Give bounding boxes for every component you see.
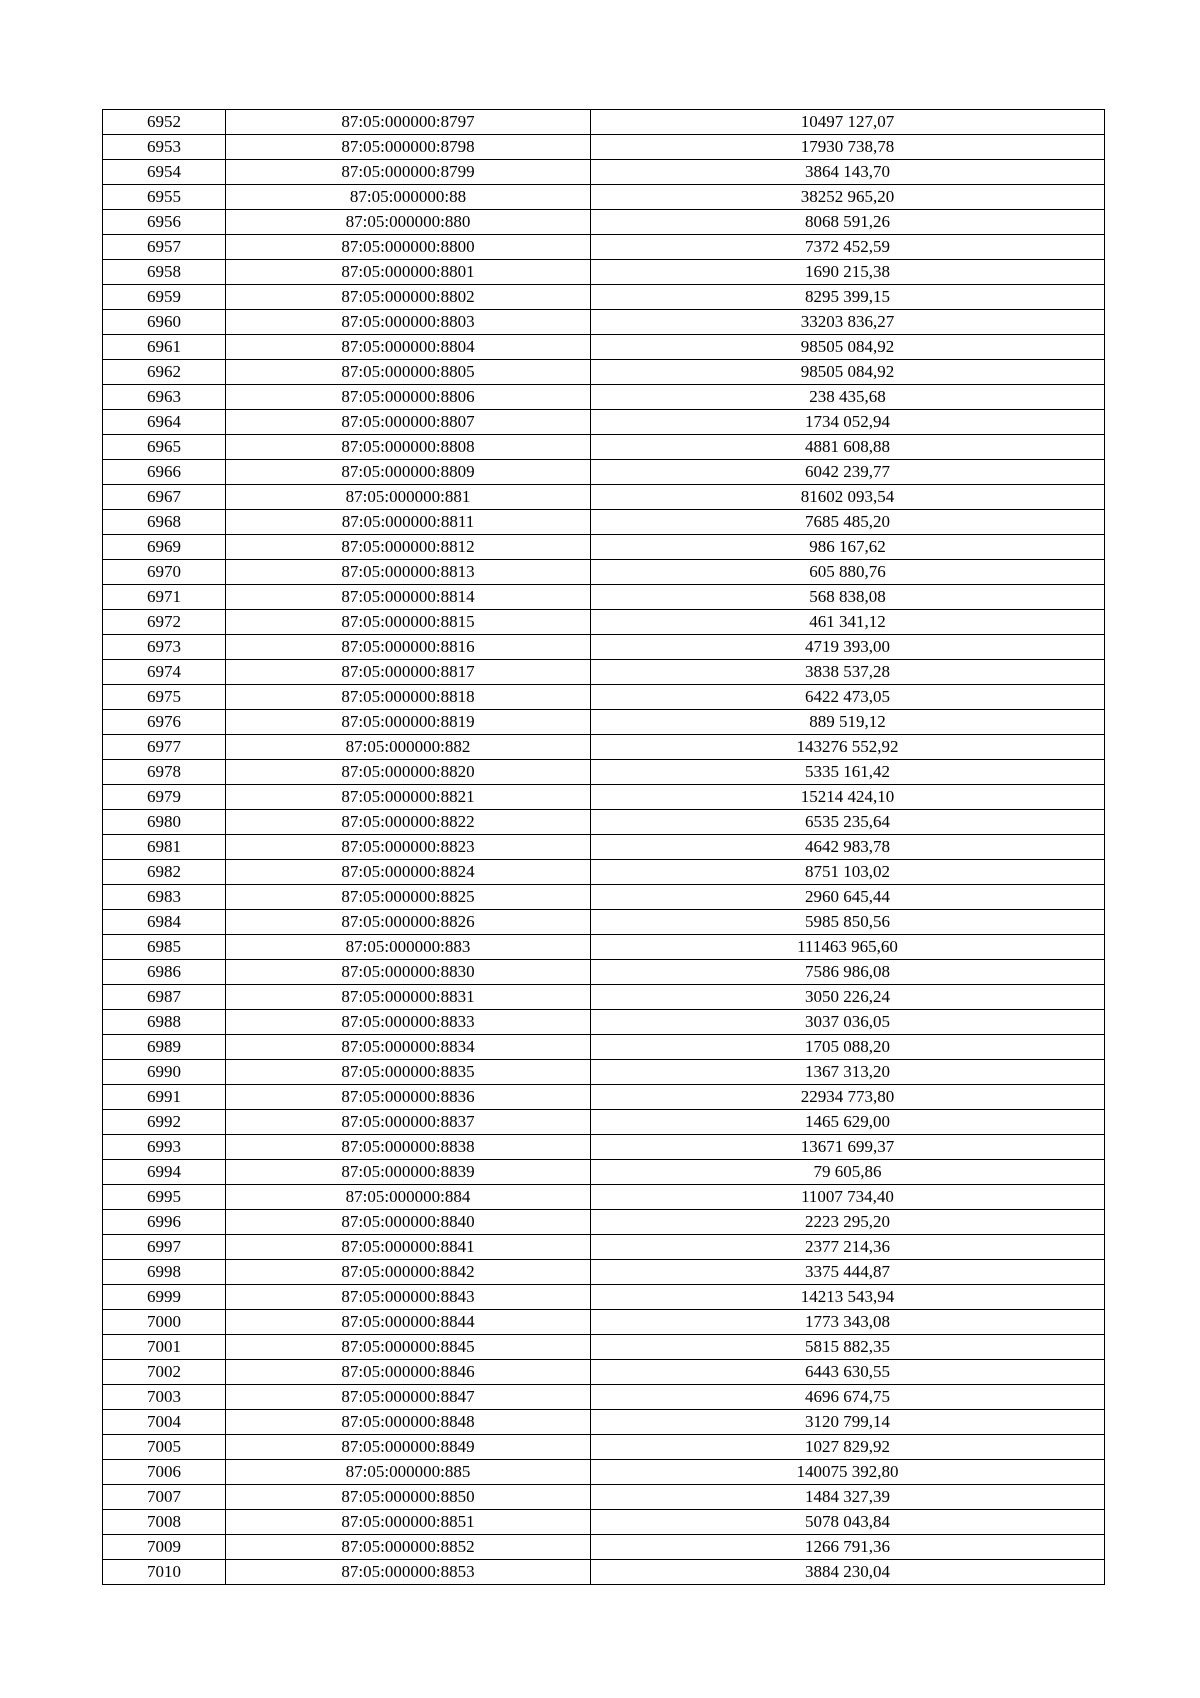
table-row xyxy=(103,1360,1105,1385)
cadastral-number-cell: 87:05:000000:8811 xyxy=(226,510,591,535)
cadastral-number-cell: 87:05:000000:8843 xyxy=(226,1285,591,1310)
cadastral-number-cell: 87:05:000000:8840 xyxy=(226,1210,591,1235)
cadastral-value-cell: 1484 327,39 xyxy=(591,1485,1105,1510)
row-number-cell: 6996 xyxy=(103,1210,226,1235)
row-number-cell: 6991 xyxy=(103,1085,226,1110)
table-row xyxy=(103,810,1105,835)
cadastral-value-cell: 3838 537,28 xyxy=(591,660,1105,685)
cadastral-number-cell: 87:05:000000:8812 xyxy=(226,535,591,560)
cadastral-number-cell: 87:05:000000:8831 xyxy=(226,985,591,1010)
table-row xyxy=(103,885,1105,910)
row-number-cell: 6980 xyxy=(103,810,226,835)
cadastral-value-cell: 7685 485,20 xyxy=(591,510,1105,535)
table-row xyxy=(103,1060,1105,1085)
cadastral-value-cell: 7586 986,08 xyxy=(591,960,1105,985)
cadastral-value-cell: 4696 674,75 xyxy=(591,1385,1105,1410)
cadastral-value-cell: 81602 093,54 xyxy=(591,485,1105,510)
row-number-cell: 7002 xyxy=(103,1360,226,1385)
cadastral-number-cell: 87:05:000000:8805 xyxy=(226,360,591,385)
cadastral-value-cell: 1465 629,00 xyxy=(591,1110,1105,1135)
table-row xyxy=(103,110,1105,135)
cadastral-number-cell: 87:05:000000:8825 xyxy=(226,885,591,910)
table-row xyxy=(103,485,1105,510)
cadastral-number-cell: 87:05:000000:8836 xyxy=(226,1085,591,1110)
table-row xyxy=(103,160,1105,185)
row-number-cell: 6978 xyxy=(103,760,226,785)
cadastral-number-cell: 87:05:000000:884 xyxy=(226,1185,591,1210)
cadastral-number-cell: 87:05:000000:8801 xyxy=(226,260,591,285)
table-row xyxy=(103,935,1105,960)
cadastral-value-cell: 33203 836,27 xyxy=(591,310,1105,335)
table-row xyxy=(103,960,1105,985)
row-number-cell: 6999 xyxy=(103,1285,226,1310)
cadastral-value-cell: 5815 882,35 xyxy=(591,1335,1105,1360)
cadastral-number-cell: 87:05:000000:8833 xyxy=(226,1010,591,1035)
row-number-cell: 6953 xyxy=(103,135,226,160)
row-number-cell: 6975 xyxy=(103,685,226,710)
cadastral-value-cell: 1734 052,94 xyxy=(591,410,1105,435)
table-row xyxy=(103,260,1105,285)
cadastral-value-cell: 3050 226,24 xyxy=(591,985,1105,1010)
table-row xyxy=(103,435,1105,460)
table-row xyxy=(103,210,1105,235)
cadastral-number-cell: 87:05:000000:8850 xyxy=(226,1485,591,1510)
table-row xyxy=(103,585,1105,610)
row-number-cell: 6965 xyxy=(103,435,226,460)
table-row xyxy=(103,1160,1105,1185)
table-row xyxy=(103,710,1105,735)
cadastral-value-cell: 98505 084,92 xyxy=(591,335,1105,360)
row-number-cell: 6983 xyxy=(103,885,226,910)
cadastral-number-cell: 87:05:000000:8804 xyxy=(226,335,591,360)
cadastral-value-cell: 4642 983,78 xyxy=(591,835,1105,860)
cadastral-value-cell: 10497 127,07 xyxy=(591,110,1105,135)
cadastral-number-cell: 87:05:000000:8813 xyxy=(226,560,591,585)
table-row xyxy=(103,1035,1105,1060)
table-row xyxy=(103,285,1105,310)
cadastral-number-cell: 87:05:000000:8839 xyxy=(226,1160,591,1185)
row-number-cell: 6994 xyxy=(103,1160,226,1185)
cadastral-value-cell: 3884 230,04 xyxy=(591,1560,1105,1585)
row-number-cell: 6993 xyxy=(103,1135,226,1160)
cadastral-value-cell: 98505 084,92 xyxy=(591,360,1105,385)
table-row xyxy=(103,135,1105,160)
cadastral-number-cell: 87:05:000000:8841 xyxy=(226,1235,591,1260)
row-number-cell: 6986 xyxy=(103,960,226,985)
cadastral-number-cell: 87:05:000000:8802 xyxy=(226,285,591,310)
table-row xyxy=(103,1135,1105,1160)
cadastral-number-cell: 87:05:000000:8834 xyxy=(226,1035,591,1060)
row-number-cell: 7003 xyxy=(103,1385,226,1410)
cadastral-value-cell: 6443 630,55 xyxy=(591,1360,1105,1385)
cadastral-number-cell: 87:05:000000:8818 xyxy=(226,685,591,710)
cadastral-number-cell: 87:05:000000:8846 xyxy=(226,1360,591,1385)
cadastral-value-cell: 461 341,12 xyxy=(591,610,1105,635)
cadastral-value-cell: 13671 699,37 xyxy=(591,1135,1105,1160)
cadastral-number-cell: 87:05:000000:8853 xyxy=(226,1560,591,1585)
cadastral-value-cell: 2960 645,44 xyxy=(591,885,1105,910)
cadastral-number-cell: 87:05:000000:8815 xyxy=(226,610,591,635)
table-row xyxy=(103,410,1105,435)
cadastral-number-cell: 87:05:000000:8823 xyxy=(226,835,591,860)
row-number-cell: 6995 xyxy=(103,1185,226,1210)
row-number-cell: 6988 xyxy=(103,1010,226,1035)
table-row xyxy=(103,335,1105,360)
row-number-cell: 6959 xyxy=(103,285,226,310)
cadastral-value-cell: 5078 043,84 xyxy=(591,1510,1105,1535)
cadastral-value-cell: 14213 543,94 xyxy=(591,1285,1105,1310)
table-row xyxy=(103,1535,1105,1560)
row-number-cell: 7001 xyxy=(103,1335,226,1360)
cadastral-value-cell: 6535 235,64 xyxy=(591,810,1105,835)
cadastral-value-cell: 1027 829,92 xyxy=(591,1435,1105,1460)
row-number-cell: 6987 xyxy=(103,985,226,1010)
table-row xyxy=(103,360,1105,385)
table-row xyxy=(103,1010,1105,1035)
row-number-cell: 7007 xyxy=(103,1485,226,1510)
row-number-cell: 6955 xyxy=(103,185,226,210)
cadastral-value-cell: 17930 738,78 xyxy=(591,135,1105,160)
cadastral-value-cell: 38252 965,20 xyxy=(591,185,1105,210)
row-number-cell: 6952 xyxy=(103,110,226,135)
cadastral-value-cell: 1690 215,38 xyxy=(591,260,1105,285)
table-row xyxy=(103,1560,1105,1585)
row-number-cell: 6984 xyxy=(103,910,226,935)
row-number-cell: 6979 xyxy=(103,785,226,810)
cadastral-value-cell: 3120 799,14 xyxy=(591,1410,1105,1435)
cadastral-value-cell: 4719 393,00 xyxy=(591,635,1105,660)
row-number-cell: 6985 xyxy=(103,935,226,960)
cadastral-number-cell: 87:05:000000:8807 xyxy=(226,410,591,435)
row-number-cell: 7000 xyxy=(103,1310,226,1335)
cadastral-number-cell: 87:05:000000:8808 xyxy=(226,435,591,460)
cadastral-value-cell: 7372 452,59 xyxy=(591,235,1105,260)
table-row xyxy=(103,235,1105,260)
cadastral-number-cell: 87:05:000000:8845 xyxy=(226,1335,591,1360)
cadastral-number-cell: 87:05:000000:8806 xyxy=(226,385,591,410)
cadastral-number-cell: 87:05:000000:885 xyxy=(226,1460,591,1485)
cadastral-number-cell: 87:05:000000:8809 xyxy=(226,460,591,485)
table-row xyxy=(103,735,1105,760)
cadastral-number-cell: 87:05:000000:8844 xyxy=(226,1310,591,1335)
cadastral-number-cell: 87:05:000000:8848 xyxy=(226,1410,591,1435)
row-number-cell: 6969 xyxy=(103,535,226,560)
cadastral-number-cell: 87:05:000000:8814 xyxy=(226,585,591,610)
table-row xyxy=(103,310,1105,335)
row-number-cell: 6974 xyxy=(103,660,226,685)
cadastral-number-cell: 87:05:000000:8821 xyxy=(226,785,591,810)
cadastral-value-cell: 8295 399,15 xyxy=(591,285,1105,310)
cadastral-number-cell: 87:05:000000:8820 xyxy=(226,760,591,785)
cadastral-value-cell: 4881 608,88 xyxy=(591,435,1105,460)
cadastral-value-cell: 15214 424,10 xyxy=(591,785,1105,810)
table-row xyxy=(103,1085,1105,1110)
table-row xyxy=(103,1485,1105,1510)
cadastral-number-cell: 87:05:000000:8842 xyxy=(226,1260,591,1285)
row-number-cell: 6966 xyxy=(103,460,226,485)
cadastral-number-cell: 87:05:000000:88 xyxy=(226,185,591,210)
cadastral-number-cell: 87:05:000000:8797 xyxy=(226,110,591,135)
cadastral-value-cell: 2223 295,20 xyxy=(591,1210,1105,1235)
row-number-cell: 7010 xyxy=(103,1560,226,1585)
cadastral-number-cell: 87:05:000000:8852 xyxy=(226,1535,591,1560)
row-number-cell: 6961 xyxy=(103,335,226,360)
row-number-cell: 6958 xyxy=(103,260,226,285)
table-row xyxy=(103,1285,1105,1310)
row-number-cell: 6967 xyxy=(103,485,226,510)
cadastral-number-cell: 87:05:000000:883 xyxy=(226,935,591,960)
table-row xyxy=(103,185,1105,210)
cadastral-value-cell: 605 880,76 xyxy=(591,560,1105,585)
cadastral-value-cell: 238 435,68 xyxy=(591,385,1105,410)
row-number-cell: 6954 xyxy=(103,160,226,185)
table-row xyxy=(103,1185,1105,1210)
cadastral-value-cell: 143276 552,92 xyxy=(591,735,1105,760)
cadastral-value-cell: 2377 214,36 xyxy=(591,1235,1105,1260)
table-row xyxy=(103,1310,1105,1335)
cadastral-number-cell: 87:05:000000:8799 xyxy=(226,160,591,185)
row-number-cell: 6989 xyxy=(103,1035,226,1060)
table-row xyxy=(103,985,1105,1010)
row-number-cell: 6977 xyxy=(103,735,226,760)
table-row xyxy=(103,385,1105,410)
table-row xyxy=(103,1510,1105,1535)
table-row xyxy=(103,635,1105,660)
cadastral-value-cell: 8068 591,26 xyxy=(591,210,1105,235)
table-row xyxy=(103,1260,1105,1285)
table-row xyxy=(103,660,1105,685)
table-row xyxy=(103,460,1105,485)
row-number-cell: 6968 xyxy=(103,510,226,535)
table-body xyxy=(103,110,1105,1585)
table-row xyxy=(103,1435,1105,1460)
row-number-cell: 7004 xyxy=(103,1410,226,1435)
cadastral-number-cell: 87:05:000000:880 xyxy=(226,210,591,235)
cadastral-number-cell: 87:05:000000:8847 xyxy=(226,1385,591,1410)
cadastral-value-cell: 3375 444,87 xyxy=(591,1260,1105,1285)
cadastral-number-cell: 87:05:000000:882 xyxy=(226,735,591,760)
table-row xyxy=(103,1410,1105,1435)
table-row xyxy=(103,1235,1105,1260)
table-row xyxy=(103,535,1105,560)
cadastral-number-cell: 87:05:000000:881 xyxy=(226,485,591,510)
cadastral-value-cell: 1773 343,08 xyxy=(591,1310,1105,1335)
row-number-cell: 6997 xyxy=(103,1235,226,1260)
cadastral-value-cell: 6422 473,05 xyxy=(591,685,1105,710)
cadastral-value-cell: 8751 103,02 xyxy=(591,860,1105,885)
row-number-cell: 7008 xyxy=(103,1510,226,1535)
row-number-cell: 6972 xyxy=(103,610,226,635)
cadastral-number-cell: 87:05:000000:8838 xyxy=(226,1135,591,1160)
cadastral-value-cell: 22934 773,80 xyxy=(591,1085,1105,1110)
table-row xyxy=(103,1110,1105,1135)
table-row xyxy=(103,1460,1105,1485)
row-number-cell: 6990 xyxy=(103,1060,226,1085)
cadastral-value-cell: 5985 850,56 xyxy=(591,910,1105,935)
table-row xyxy=(103,685,1105,710)
row-number-cell: 6962 xyxy=(103,360,226,385)
cadastral-number-cell: 87:05:000000:8816 xyxy=(226,635,591,660)
table-row xyxy=(103,1210,1105,1235)
row-number-cell: 6960 xyxy=(103,310,226,335)
cadastral-value-cell: 568 838,08 xyxy=(591,585,1105,610)
cadastral-value-cell: 986 167,62 xyxy=(591,535,1105,560)
cadastral-value-cell: 79 605,86 xyxy=(591,1160,1105,1185)
row-number-cell: 6956 xyxy=(103,210,226,235)
cadastral-number-cell: 87:05:000000:8817 xyxy=(226,660,591,685)
cadastral-number-cell: 87:05:000000:8819 xyxy=(226,710,591,735)
cadastral-number-cell: 87:05:000000:8837 xyxy=(226,1110,591,1135)
row-number-cell: 6957 xyxy=(103,235,226,260)
cadastral-number-cell: 87:05:000000:8822 xyxy=(226,810,591,835)
cadastral-value-cell: 3037 036,05 xyxy=(591,1010,1105,1035)
cadastral-number-cell: 87:05:000000:8851 xyxy=(226,1510,591,1535)
cadastral-value-cell: 111463 965,60 xyxy=(591,935,1105,960)
row-number-cell: 6964 xyxy=(103,410,226,435)
table-row xyxy=(103,835,1105,860)
cadastral-value-cell: 6042 239,77 xyxy=(591,460,1105,485)
cadastral-value-cell: 3864 143,70 xyxy=(591,160,1105,185)
row-number-cell: 6998 xyxy=(103,1260,226,1285)
table-row xyxy=(103,910,1105,935)
cadastral-number-cell: 87:05:000000:8824 xyxy=(226,860,591,885)
row-number-cell: 6970 xyxy=(103,560,226,585)
table-row xyxy=(103,1385,1105,1410)
row-number-cell: 6963 xyxy=(103,385,226,410)
row-number-cell: 6973 xyxy=(103,635,226,660)
row-number-cell: 6992 xyxy=(103,1110,226,1135)
table-row xyxy=(103,860,1105,885)
row-number-cell: 6981 xyxy=(103,835,226,860)
table-row xyxy=(103,510,1105,535)
cadastral-value-cell: 889 519,12 xyxy=(591,710,1105,735)
cadastral-number-cell: 87:05:000000:8830 xyxy=(226,960,591,985)
cadastral-value-table xyxy=(102,109,1105,1585)
table-row xyxy=(103,785,1105,810)
cadastral-number-cell: 87:05:000000:8835 xyxy=(226,1060,591,1085)
cadastral-number-cell: 87:05:000000:8800 xyxy=(226,235,591,260)
row-number-cell: 6982 xyxy=(103,860,226,885)
cadastral-value-cell: 1705 088,20 xyxy=(591,1035,1105,1060)
row-number-cell: 7005 xyxy=(103,1435,226,1460)
cadastral-number-cell: 87:05:000000:8798 xyxy=(226,135,591,160)
table-row xyxy=(103,760,1105,785)
table-row xyxy=(103,1335,1105,1360)
cadastral-number-cell: 87:05:000000:8803 xyxy=(226,310,591,335)
row-number-cell: 6976 xyxy=(103,710,226,735)
cadastral-value-cell: 140075 392,80 xyxy=(591,1460,1105,1485)
cadastral-value-cell: 1266 791,36 xyxy=(591,1535,1105,1560)
table-row xyxy=(103,610,1105,635)
cadastral-number-cell: 87:05:000000:8849 xyxy=(226,1435,591,1460)
cadastral-number-cell: 87:05:000000:8826 xyxy=(226,910,591,935)
cadastral-value-cell: 11007 734,40 xyxy=(591,1185,1105,1210)
cadastral-value-cell: 5335 161,42 xyxy=(591,760,1105,785)
row-number-cell: 7006 xyxy=(103,1460,226,1485)
table-row xyxy=(103,560,1105,585)
row-number-cell: 7009 xyxy=(103,1535,226,1560)
cadastral-value-cell: 1367 313,20 xyxy=(591,1060,1105,1085)
row-number-cell: 6971 xyxy=(103,585,226,610)
